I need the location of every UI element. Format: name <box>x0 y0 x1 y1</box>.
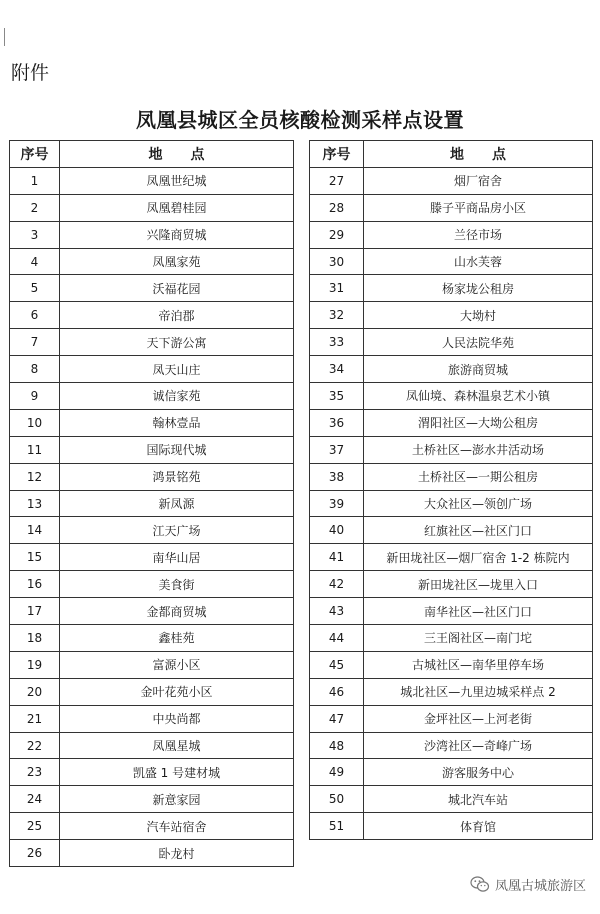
table-row <box>10 732 294 759</box>
row-location: 卧龙村 <box>60 840 294 867</box>
sampling-sites-table-left <box>9 140 294 867</box>
row-location: 烟厂宿舍 <box>364 167 593 194</box>
row-number: 31 <box>310 275 364 302</box>
row-location: 金都商贸城 <box>60 598 294 625</box>
row-location: 诚信家苑 <box>60 383 294 410</box>
row-number: 45 <box>310 651 364 678</box>
row-number: 12 <box>10 463 60 490</box>
row-number: 4 <box>10 248 60 275</box>
table-row <box>310 463 593 490</box>
table-row <box>10 356 294 383</box>
header-location: 地 点 <box>60 141 294 168</box>
row-location: 旅游商贸城 <box>364 356 593 383</box>
row-number: 9 <box>10 383 60 410</box>
row-number: 10 <box>10 409 60 436</box>
table-row <box>310 678 593 705</box>
row-number: 38 <box>310 463 364 490</box>
row-location: 富源小区 <box>60 651 294 678</box>
row-location: 大坳村 <box>364 302 593 329</box>
document-title: 凤凰县城区全员核酸检测采样点设置 <box>136 108 464 132</box>
row-location: 鸿景铭苑 <box>60 463 294 490</box>
table-row <box>310 651 593 678</box>
table-row <box>10 786 294 813</box>
wechat-icon <box>470 876 490 893</box>
row-location: 渭阳社区—大坳公租房 <box>364 409 593 436</box>
row-number: 29 <box>310 221 364 248</box>
row-location: 翰林壹品 <box>60 409 294 436</box>
row-location: 新意家园 <box>60 786 294 813</box>
row-location: 中央尚都 <box>60 705 294 732</box>
table-row <box>10 194 294 221</box>
row-location: 凤凰碧桂园 <box>60 194 294 221</box>
table-row <box>10 275 294 302</box>
row-location: 帝泊郡 <box>60 302 294 329</box>
table-row <box>310 625 593 652</box>
row-location: 南华社区—社区门口 <box>364 598 593 625</box>
row-location: 汽车站宿舍 <box>60 813 294 840</box>
table-header-row <box>10 141 294 168</box>
row-location: 兰径市场 <box>364 221 593 248</box>
row-number: 13 <box>10 490 60 517</box>
row-number: 22 <box>10 732 60 759</box>
row-number: 50 <box>310 786 364 813</box>
row-number: 8 <box>10 356 60 383</box>
row-number: 30 <box>310 248 364 275</box>
table-row <box>310 598 593 625</box>
row-location: 江天广场 <box>60 517 294 544</box>
table-row <box>10 463 294 490</box>
page-corner-mark <box>4 28 5 46</box>
row-number: 23 <box>10 759 60 786</box>
row-location: 土桥社区—一期公租房 <box>364 463 593 490</box>
row-number: 51 <box>310 813 364 840</box>
source-watermark <box>470 875 586 894</box>
row-number: 1 <box>10 167 60 194</box>
row-number: 17 <box>10 598 60 625</box>
table-row <box>310 571 593 598</box>
row-number: 39 <box>310 490 364 517</box>
row-location: 美食街 <box>60 571 294 598</box>
header-number: 序号 <box>310 141 364 168</box>
table-row <box>10 598 294 625</box>
table-row <box>310 275 593 302</box>
row-number: 18 <box>10 625 60 652</box>
table-row <box>310 813 593 840</box>
table-row <box>10 167 294 194</box>
row-location: 金叶花苑小区 <box>60 678 294 705</box>
table-row <box>10 383 294 410</box>
row-number: 46 <box>310 678 364 705</box>
table-row <box>10 813 294 840</box>
row-number: 48 <box>310 732 364 759</box>
table-row <box>10 759 294 786</box>
row-location: 南华山居 <box>60 544 294 571</box>
row-location: 新田垅社区—垅里入口 <box>364 571 593 598</box>
row-number: 20 <box>10 678 60 705</box>
row-number: 32 <box>310 302 364 329</box>
table-row <box>310 490 593 517</box>
row-number: 49 <box>310 759 364 786</box>
table-header-row <box>310 141 593 168</box>
row-location: 凯盛 1 号建材城 <box>60 759 294 786</box>
table-row <box>310 356 593 383</box>
row-number: 11 <box>10 436 60 463</box>
table-row <box>310 302 593 329</box>
table-row <box>10 409 294 436</box>
attachment-label: 附件 <box>11 62 50 84</box>
row-number: 2 <box>10 194 60 221</box>
table-row <box>310 786 593 813</box>
row-location: 城北社区—九里边城采样点 2 <box>364 678 593 705</box>
row-location: 游客服务中心 <box>364 759 593 786</box>
table-row <box>10 625 294 652</box>
header-number: 序号 <box>10 141 60 168</box>
row-location: 体育馆 <box>364 813 593 840</box>
row-number: 24 <box>10 786 60 813</box>
row-number: 5 <box>10 275 60 302</box>
table-row <box>310 167 593 194</box>
row-location: 兴隆商贸城 <box>60 221 294 248</box>
table-row <box>10 544 294 571</box>
table-row <box>10 329 294 356</box>
row-number: 28 <box>310 194 364 221</box>
row-location: 凤凰家苑 <box>60 248 294 275</box>
row-number: 16 <box>10 571 60 598</box>
sampling-sites-table-right <box>309 140 593 840</box>
row-location: 凤天山庄 <box>60 356 294 383</box>
header-location: 地 点 <box>364 141 593 168</box>
row-number: 43 <box>310 598 364 625</box>
table-row <box>310 732 593 759</box>
row-number: 15 <box>10 544 60 571</box>
row-location: 沙湾社区—奇峰广场 <box>364 732 593 759</box>
row-number: 34 <box>310 356 364 383</box>
row-number: 36 <box>310 409 364 436</box>
row-location: 大众社区—领创广场 <box>364 490 593 517</box>
table-row <box>310 221 593 248</box>
row-number: 19 <box>10 651 60 678</box>
row-location: 金坪社区—上河老街 <box>364 705 593 732</box>
row-location: 山水芙蓉 <box>364 248 593 275</box>
row-number: 33 <box>310 329 364 356</box>
table-row <box>310 248 593 275</box>
watermark-text: 凤凰古城旅游区 <box>494 879 586 894</box>
table-row <box>310 705 593 732</box>
row-location: 凤凰星城 <box>60 732 294 759</box>
row-number: 42 <box>310 571 364 598</box>
row-location: 人民法院华苑 <box>364 329 593 356</box>
table-row <box>10 221 294 248</box>
table-row <box>10 517 294 544</box>
table-row <box>10 248 294 275</box>
table-row <box>10 436 294 463</box>
row-location: 新凤源 <box>60 490 294 517</box>
row-location: 杨家垅公租房 <box>364 275 593 302</box>
table-row <box>310 194 593 221</box>
row-location: 鑫桂苑 <box>60 625 294 652</box>
table-row <box>10 490 294 517</box>
table-row <box>10 840 294 867</box>
row-number: 21 <box>10 705 60 732</box>
row-number: 37 <box>310 436 364 463</box>
row-location: 天下游公寓 <box>60 329 294 356</box>
row-location: 古城社区—南华里停车场 <box>364 651 593 678</box>
row-number: 6 <box>10 302 60 329</box>
row-number: 41 <box>310 544 364 571</box>
table-row <box>10 302 294 329</box>
table-row <box>310 759 593 786</box>
row-location: 滕子平商品房小区 <box>364 194 593 221</box>
row-number: 47 <box>310 705 364 732</box>
row-number: 25 <box>10 813 60 840</box>
row-location: 土桥社区—澎水井活动场 <box>364 436 593 463</box>
row-number: 27 <box>310 167 364 194</box>
row-location: 沃福花园 <box>60 275 294 302</box>
row-number: 44 <box>310 625 364 652</box>
row-location: 城北汽车站 <box>364 786 593 813</box>
row-number: 3 <box>10 221 60 248</box>
table-row <box>10 571 294 598</box>
row-location: 三王阁社区—南门坨 <box>364 625 593 652</box>
row-number: 35 <box>310 383 364 410</box>
table-row <box>10 678 294 705</box>
row-number: 7 <box>10 329 60 356</box>
table-row <box>310 517 593 544</box>
row-location: 新田垅社区—烟厂宿舍 1-2 栋院内 <box>364 544 593 571</box>
row-location: 国际现代城 <box>60 436 294 463</box>
table-row <box>310 383 593 410</box>
table-row <box>310 436 593 463</box>
row-location: 凤仙境、森林温泉艺术小镇 <box>364 383 593 410</box>
row-number: 14 <box>10 517 60 544</box>
table-row <box>10 705 294 732</box>
table-row <box>310 329 593 356</box>
table-row <box>310 409 593 436</box>
table-row <box>10 651 294 678</box>
row-number: 26 <box>10 840 60 867</box>
table-row <box>310 544 593 571</box>
row-location: 凤凰世纪城 <box>60 167 294 194</box>
row-number: 40 <box>310 517 364 544</box>
row-location: 红旗社区—社区门口 <box>364 517 593 544</box>
